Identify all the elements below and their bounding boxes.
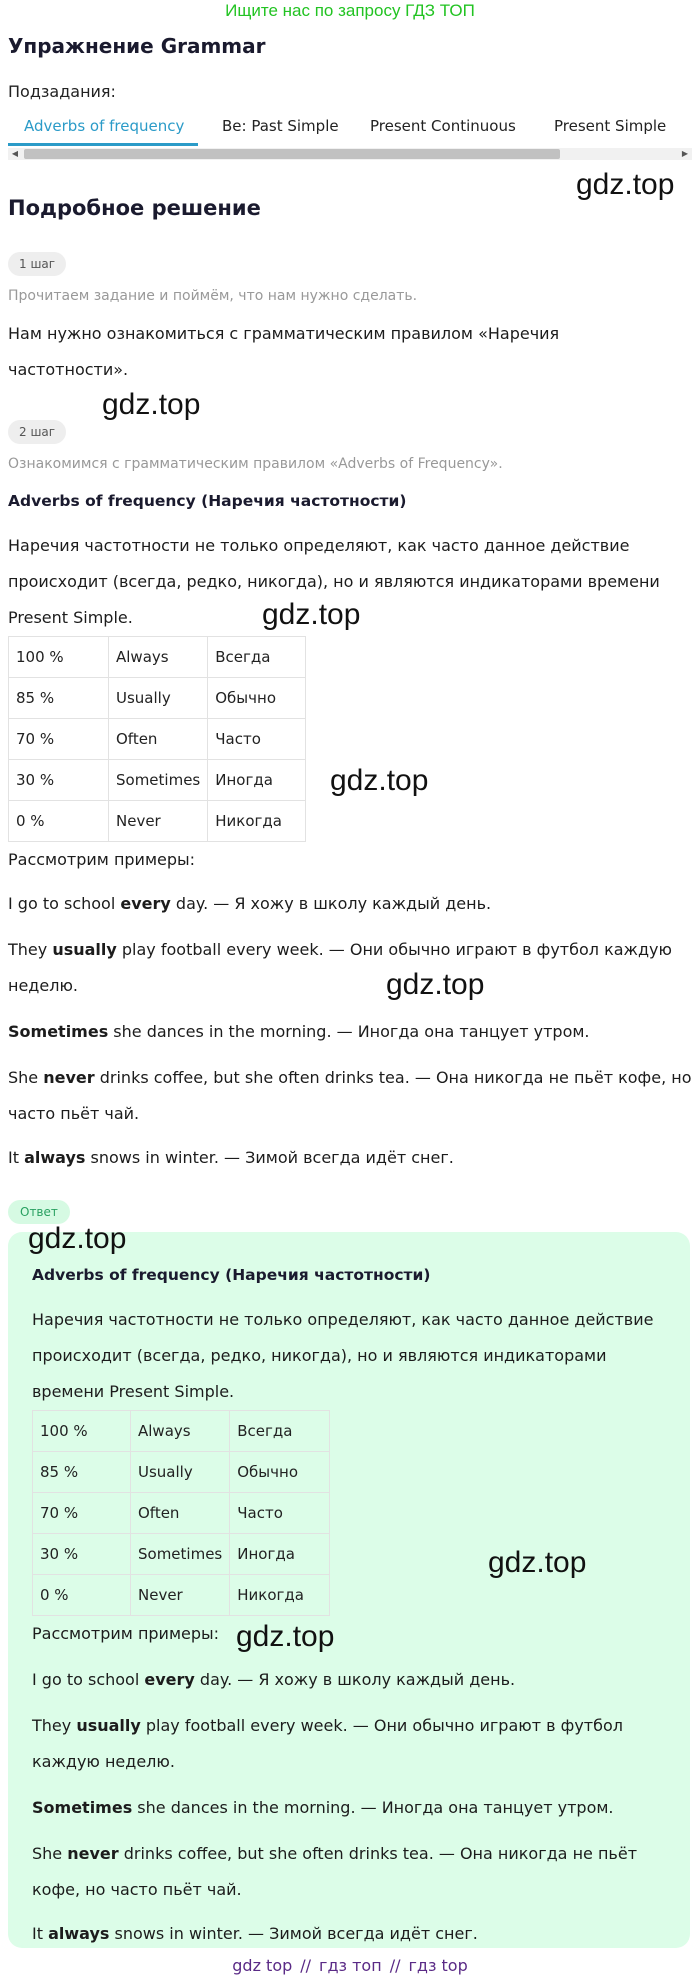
table-cell: 0 % xyxy=(33,1575,131,1616)
table-row xyxy=(33,1575,330,1616)
examples-label: Рассмотрим примеры: xyxy=(8,850,196,869)
table-cell: Обычно xyxy=(208,678,306,719)
answer-example xyxy=(32,1662,515,1698)
example-text: I go to school xyxy=(32,1670,145,1689)
watermark: gdz.top xyxy=(236,1620,335,1653)
table-cell: Часто xyxy=(208,719,306,760)
table-cell: 85 % xyxy=(33,1452,131,1493)
table-cell: 0 % xyxy=(9,801,109,842)
step-text: частотности». xyxy=(8,360,129,379)
example-text: They xyxy=(32,1716,77,1735)
table-cell: Sometimes xyxy=(131,1534,230,1575)
example-text: play football every week. — Они обычно играют в футбол xyxy=(140,1716,623,1735)
example-sentence xyxy=(8,1140,454,1176)
example-text: play football every week. — Они обычно играют в футбол каждую xyxy=(116,940,672,959)
description-text: Наречия частотности не только определяют, как часто данное действие xyxy=(8,536,630,555)
footer-separator: // xyxy=(389,1956,401,1975)
example-text: day. — Я хожу в школу каждый день. xyxy=(194,1670,516,1689)
search-banner: Ищите нас по запросу ГДЗ ТОП xyxy=(225,1,475,20)
description-text: Present Simple. xyxy=(8,608,133,627)
example-text: It xyxy=(32,1924,49,1943)
watermark: gdz.top xyxy=(262,598,361,631)
scrollbar-thumb[interactable] xyxy=(24,149,560,159)
tab-adverbs-of-frequency[interactable]: Adverbs of frequency xyxy=(24,117,185,135)
tab-present-simple[interactable]: Present Simple xyxy=(554,117,667,135)
table-row xyxy=(9,801,306,842)
solution-title: Подробное решение xyxy=(8,196,261,220)
table-cell: 100 % xyxy=(9,637,109,678)
example-text: drinks coffee, but she often drinks tea. — Она никогда не пьёт кофе, но xyxy=(94,1068,692,1087)
answer-example-continued: каждую неделю. xyxy=(32,1752,175,1771)
table-cell: Всегда xyxy=(230,1411,330,1452)
table-cell: 30 % xyxy=(9,760,109,801)
table-cell: Sometimes xyxy=(109,760,208,801)
table-row xyxy=(33,1493,330,1534)
answer-heading: Adverbs of frequency (Наречия частотности) xyxy=(32,1266,431,1284)
table-row xyxy=(33,1411,330,1452)
example-sentence xyxy=(8,1014,590,1050)
description-text: происходит (всегда, редко, никогда), но и являются индикаторами времени xyxy=(8,572,660,591)
answer-frequency-table xyxy=(32,1410,330,1616)
watermark: gdz.top xyxy=(488,1546,587,1579)
subtask-tabs xyxy=(8,112,700,146)
adverb-highlight: Sometimes xyxy=(8,1022,109,1041)
example-sentence xyxy=(8,886,491,922)
example-text: snows in winter. — Зимой всегда идёт снег. xyxy=(85,1148,454,1167)
scroll-right-icon[interactable]: ▶ xyxy=(681,149,689,158)
answer-example xyxy=(32,1708,623,1744)
subtasks-label: Подзадания: xyxy=(8,82,116,101)
scroll-left-icon[interactable]: ◀ xyxy=(11,149,19,158)
table-cell: Обычно xyxy=(230,1452,330,1493)
table-cell: Никогда xyxy=(230,1575,330,1616)
watermark: gdz.top xyxy=(28,1222,127,1255)
adverb-highlight: every xyxy=(120,894,171,913)
answer-example xyxy=(32,1790,614,1826)
tabs-scrollbar[interactable] xyxy=(8,148,692,160)
example-sentence xyxy=(8,1060,692,1096)
table-cell: Never xyxy=(131,1575,230,1616)
watermark: gdz.top xyxy=(330,764,429,797)
example-text: she dances in the morning. — Иногда она танцует утром. xyxy=(108,1022,590,1041)
adverb-highlight: always xyxy=(24,1148,86,1167)
table-cell: 100 % xyxy=(33,1411,131,1452)
table-cell: Никогда xyxy=(208,801,306,842)
watermark: gdz.top xyxy=(102,388,201,421)
example-text: snows in winter. — Зимой всегда идёт снег. xyxy=(109,1924,478,1943)
step-badge: 1 шаг xyxy=(8,252,66,276)
answer-example-continued: кофе, но часто пьёт чай. xyxy=(32,1880,242,1899)
example-text: she dances in the morning. — Иногда она танцует утром. xyxy=(132,1798,614,1817)
table-cell: Иногда xyxy=(208,760,306,801)
footer-link-gdz-top-ru[interactable]: гдз топ xyxy=(319,1956,382,1975)
table-cell: 30 % xyxy=(33,1534,131,1575)
example-text: They xyxy=(8,940,53,959)
example-text: It xyxy=(8,1148,25,1167)
adverb-highlight: every xyxy=(144,1670,195,1689)
table-cell: Often xyxy=(109,719,208,760)
answer-description: времени Present Simple. xyxy=(32,1382,235,1401)
footer-link-gdz-top-mixed[interactable]: гдз top xyxy=(408,1956,468,1975)
frequency-table xyxy=(8,636,306,842)
table-cell: Usually xyxy=(109,678,208,719)
footer-separator: // xyxy=(300,1956,312,1975)
table-cell: Usually xyxy=(131,1452,230,1493)
tab-present-continuous[interactable]: Present Continuous xyxy=(370,117,516,135)
page-title: Упражнение Grammar xyxy=(8,34,266,58)
table-row xyxy=(9,760,306,801)
table-cell: Never xyxy=(109,801,208,842)
answer-example xyxy=(32,1836,637,1872)
example-text: She xyxy=(32,1844,68,1863)
section-heading: Adverbs of frequency (Наречия частотности) xyxy=(8,492,407,510)
table-row xyxy=(33,1534,330,1575)
answer-description: Наречия частотности не только определяют, как часто данное действие xyxy=(32,1310,654,1329)
table-cell: 85 % xyxy=(9,678,109,719)
table-cell: 70 % xyxy=(9,719,109,760)
table-cell: Often xyxy=(131,1493,230,1534)
active-tab-indicator xyxy=(8,143,198,146)
adverb-highlight: always xyxy=(48,1924,110,1943)
adverb-highlight: Sometimes xyxy=(32,1798,133,1817)
table-row xyxy=(9,637,306,678)
table-cell: Always xyxy=(109,637,208,678)
example-text: day. — Я хожу в школу каждый день. xyxy=(170,894,492,913)
answer-description: происходит (всегда, редко, никогда), но и являются индикаторами xyxy=(32,1346,607,1365)
footer-links xyxy=(0,1956,700,1975)
table-row xyxy=(9,719,306,760)
answer-example xyxy=(32,1916,478,1952)
adverb-highlight: never xyxy=(43,1068,95,1087)
tab-be-past-simple[interactable]: Be: Past Simple xyxy=(222,117,339,135)
example-sentence xyxy=(8,932,672,968)
step-note: Ознакомимся с грамматическим правилом «Adverbs of Frequency». xyxy=(8,456,503,472)
table-cell: 70 % xyxy=(33,1493,131,1534)
step-note: Прочитаем задание и поймём, что нам нужно сделать. xyxy=(8,288,418,304)
step-text: Нам нужно ознакомиться с грамматическим правилом «Наречия xyxy=(8,324,560,343)
table-row xyxy=(33,1452,330,1493)
step-badge: 2 шаг xyxy=(8,420,66,444)
footer-link-gdz-top[interactable]: gdz top xyxy=(232,1956,293,1975)
adverb-highlight: usually xyxy=(52,940,117,959)
table-cell: Always xyxy=(131,1411,230,1452)
answer-examples-label: Рассмотрим примеры: xyxy=(32,1624,220,1643)
adverb-highlight: usually xyxy=(76,1716,141,1735)
example-text: I go to school xyxy=(8,894,121,913)
table-cell: Часто xyxy=(230,1493,330,1534)
table-row xyxy=(9,678,306,719)
table-cell: Иногда xyxy=(230,1534,330,1575)
table-cell: Всегда xyxy=(208,637,306,678)
example-text: She xyxy=(8,1068,44,1087)
example-sentence-continued: часто пьёт чай. xyxy=(8,1104,140,1123)
watermark: gdz.top xyxy=(576,168,675,201)
example-sentence-continued: неделю. xyxy=(8,976,78,995)
adverb-highlight: never xyxy=(67,1844,119,1863)
watermark: gdz.top xyxy=(386,968,485,1001)
answer-badge: Ответ xyxy=(8,1200,70,1224)
example-text: drinks coffee, but she often drinks tea. — Она никогда не пьёт xyxy=(118,1844,638,1863)
